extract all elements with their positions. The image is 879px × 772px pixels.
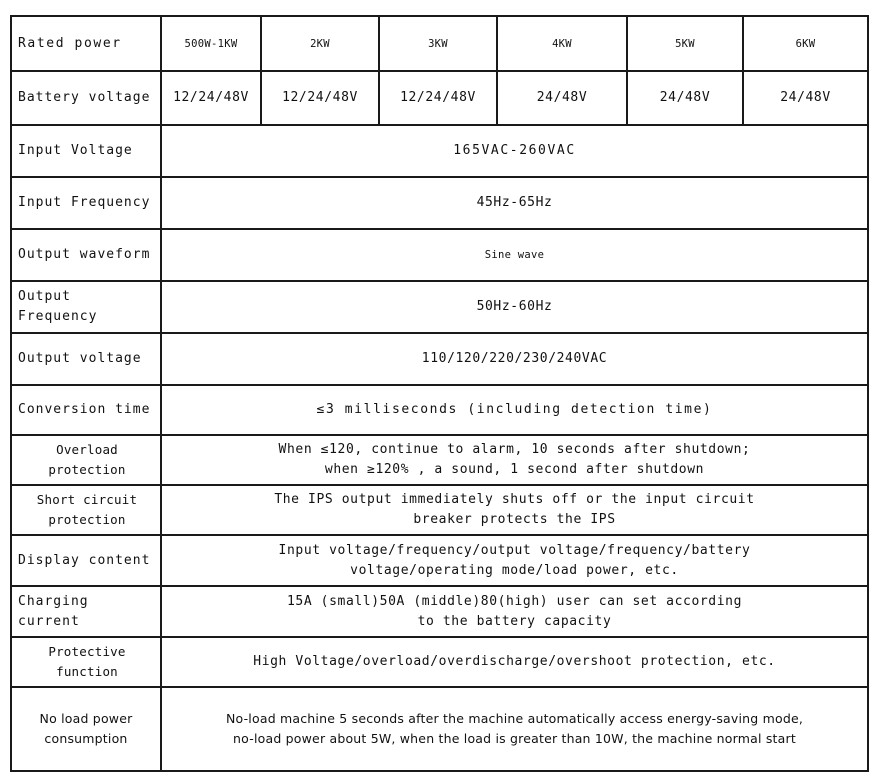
table-row-battery-voltage bbox=[11, 71, 868, 125]
rated-power-5kw: 5KW bbox=[627, 16, 743, 71]
row-label-display-content: Display content bbox=[11, 535, 161, 586]
row-label-output-frequency: Output Frequency bbox=[11, 281, 161, 333]
row-label-input-voltage: Input Voltage bbox=[11, 125, 161, 177]
display-content-line-1: Input voltage/frequency/output voltage/frequency/battery bbox=[278, 542, 751, 558]
battery-voltage-value: 24/48V bbox=[627, 71, 743, 125]
table-row-protective-function bbox=[11, 637, 868, 687]
table-row-charging-current bbox=[11, 586, 868, 637]
output-frequency-value: 50Hz-60Hz bbox=[161, 281, 868, 333]
row-label-overload-protection: Overload protection bbox=[11, 435, 161, 485]
display-content-value bbox=[161, 535, 868, 586]
table-row-short-circuit-protection bbox=[11, 485, 868, 535]
battery-voltage-value: 24/48V bbox=[497, 71, 627, 125]
row-label-battery-voltage: Battery voltage bbox=[11, 71, 161, 125]
conversion-time-value: ≤3 milliseconds (including detection time) bbox=[161, 385, 868, 435]
row-label-protective-function: Protective function bbox=[11, 637, 161, 687]
table-row-no-load-power bbox=[11, 687, 868, 771]
display-content-line-2: voltage/operating mode/load power, etc. bbox=[350, 562, 679, 578]
table-row-output-voltage bbox=[11, 333, 868, 385]
short-circuit-line-1: The IPS output immediately shuts off or the input circuit bbox=[274, 492, 755, 507]
output-waveform-value: Sine wave bbox=[161, 229, 868, 281]
table-row-display-content bbox=[11, 535, 868, 586]
spec-table bbox=[10, 15, 869, 772]
overload-protection-line-1: When ≤120, continue to alarm, 10 seconds after shutdown; bbox=[278, 442, 751, 457]
battery-voltage-value: 12/24/48V bbox=[261, 71, 379, 125]
short-circuit-protection-value bbox=[161, 485, 868, 535]
row-label-rated-power: Rated power bbox=[11, 16, 161, 71]
row-label-input-frequency: Input Frequency bbox=[11, 177, 161, 229]
rated-power-4kw: 4KW bbox=[497, 16, 627, 71]
battery-voltage-value: 12/24/48V bbox=[379, 71, 497, 125]
table-row-output-waveform bbox=[11, 229, 868, 281]
protective-function-value: High Voltage/overload/overdischarge/overshoot protection, etc. bbox=[161, 637, 868, 687]
charging-current-line-2: to the battery capacity bbox=[417, 613, 612, 629]
rated-power-6kw: 6KW bbox=[743, 16, 868, 71]
input-voltage-value: 165VAC-260VAC bbox=[161, 125, 868, 177]
short-circuit-line-2: breaker protects the IPS bbox=[413, 512, 616, 527]
table-row-input-voltage bbox=[11, 125, 868, 177]
rated-power-3kw: 3KW bbox=[379, 16, 497, 71]
table-row-output-frequency bbox=[11, 281, 868, 333]
row-label-short-circuit-protection: Short circuit protection bbox=[11, 485, 161, 535]
table-row-rated-power bbox=[11, 16, 868, 71]
rated-power-2kw: 2KW bbox=[261, 16, 379, 71]
row-label-conversion-time: Conversion time bbox=[11, 385, 161, 435]
charging-current-value bbox=[161, 586, 868, 637]
battery-voltage-value: 24/48V bbox=[743, 71, 868, 125]
charging-current-line-1: 15A (small)50A (middle)80(high) user can set according bbox=[286, 593, 743, 609]
no-load-line-1: No-load machine 5 seconds after the machine automatically access energy-saving mode, bbox=[225, 711, 804, 726]
input-frequency-value: 45Hz-65Hz bbox=[161, 177, 868, 229]
table-row-conversion-time bbox=[11, 385, 868, 435]
no-load-line-2: no-load power about 5W, when the load is greater than 10W, the machine normal start bbox=[233, 731, 796, 746]
row-label-output-waveform: Output waveform bbox=[11, 229, 161, 281]
no-load-power-consumption-value bbox=[161, 687, 868, 771]
row-label-no-load-power-consumption: No load power consumption bbox=[11, 687, 161, 771]
table-row-input-frequency bbox=[11, 177, 868, 229]
output-voltage-value: 110/120/220/230/240VAC bbox=[161, 333, 868, 385]
overload-protection-line-2: when ≥120% , a sound, 1 second after shutdown bbox=[324, 462, 705, 477]
row-label-charging-current: Charging current bbox=[11, 586, 161, 637]
rated-power-500w-1kw: 500W-1KW bbox=[161, 16, 261, 71]
battery-voltage-value: 12/24/48V bbox=[161, 71, 261, 125]
overload-protection-value bbox=[161, 435, 868, 485]
table-row-overload-protection bbox=[11, 435, 868, 485]
row-label-output-voltage: Output voltage bbox=[11, 333, 161, 385]
